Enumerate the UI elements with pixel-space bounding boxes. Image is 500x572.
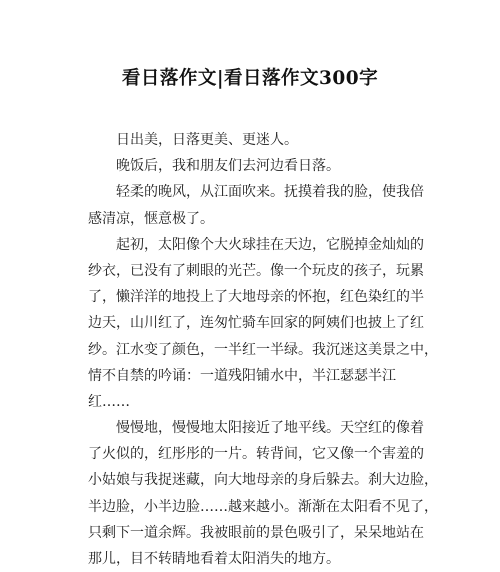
text-line: 那儿，目不转睛地看着太阳消失的地方。 — [88, 551, 340, 567]
document-title: 看日落作文|看日落作文300字 — [121, 68, 379, 89]
text-line: 红…… — [88, 393, 130, 410]
text-line: 慢慢地，慢慢地太阳接近了地平线。天空红的像着 — [116, 420, 424, 437]
text-line: 感清凉，惬意极了。 — [88, 210, 214, 227]
text-line: 起初，太阳像个大火球挂在天边，它脱掉金灿灿的 — [116, 236, 424, 253]
text-line: 轻柔的晚风，从江面吹来。抚摸着我的脸，使我倍 — [116, 184, 424, 201]
text-line: 晚饭后，我和朋友们去河边看日落。 — [116, 158, 340, 175]
text-line: 只剩下一道余辉。我被眼前的景色吸引了，呆呆地站在 — [88, 524, 424, 541]
text-line: 了，懒洋洋的地投上了大地母亲的怀抱，红色染红的半 — [88, 289, 424, 306]
text-line: 边天，山川红了，连匆忙骑车回家的阿姨们也披上了红 — [88, 315, 424, 332]
text-line: 纱衣，已没有了刺眼的光芒。像一个玩皮的孩子，玩累 — [88, 262, 424, 279]
text-line: 纱。江水变了颜色，一半红一半绿。我沉迷这美景之中， — [88, 341, 438, 358]
text-line: 了火似的，红彤彤的一片。转背间，它又像一个害羞的 — [88, 446, 424, 463]
text-line: 小姑娘与我捉迷藏，向大地母亲的身后躲去。刹大边脸， — [88, 472, 438, 489]
essay-body — [88, 127, 438, 572]
text-line: 半边脸，小半边脸……越来越小。渐渐在太阳看不见了， — [88, 498, 438, 515]
text-line: 日出美，日落更美、更迷人。 — [116, 132, 298, 148]
text-line: 情不自禁的吟诵：一道残阳铺水中，半江瑟瑟半江 — [88, 367, 396, 384]
